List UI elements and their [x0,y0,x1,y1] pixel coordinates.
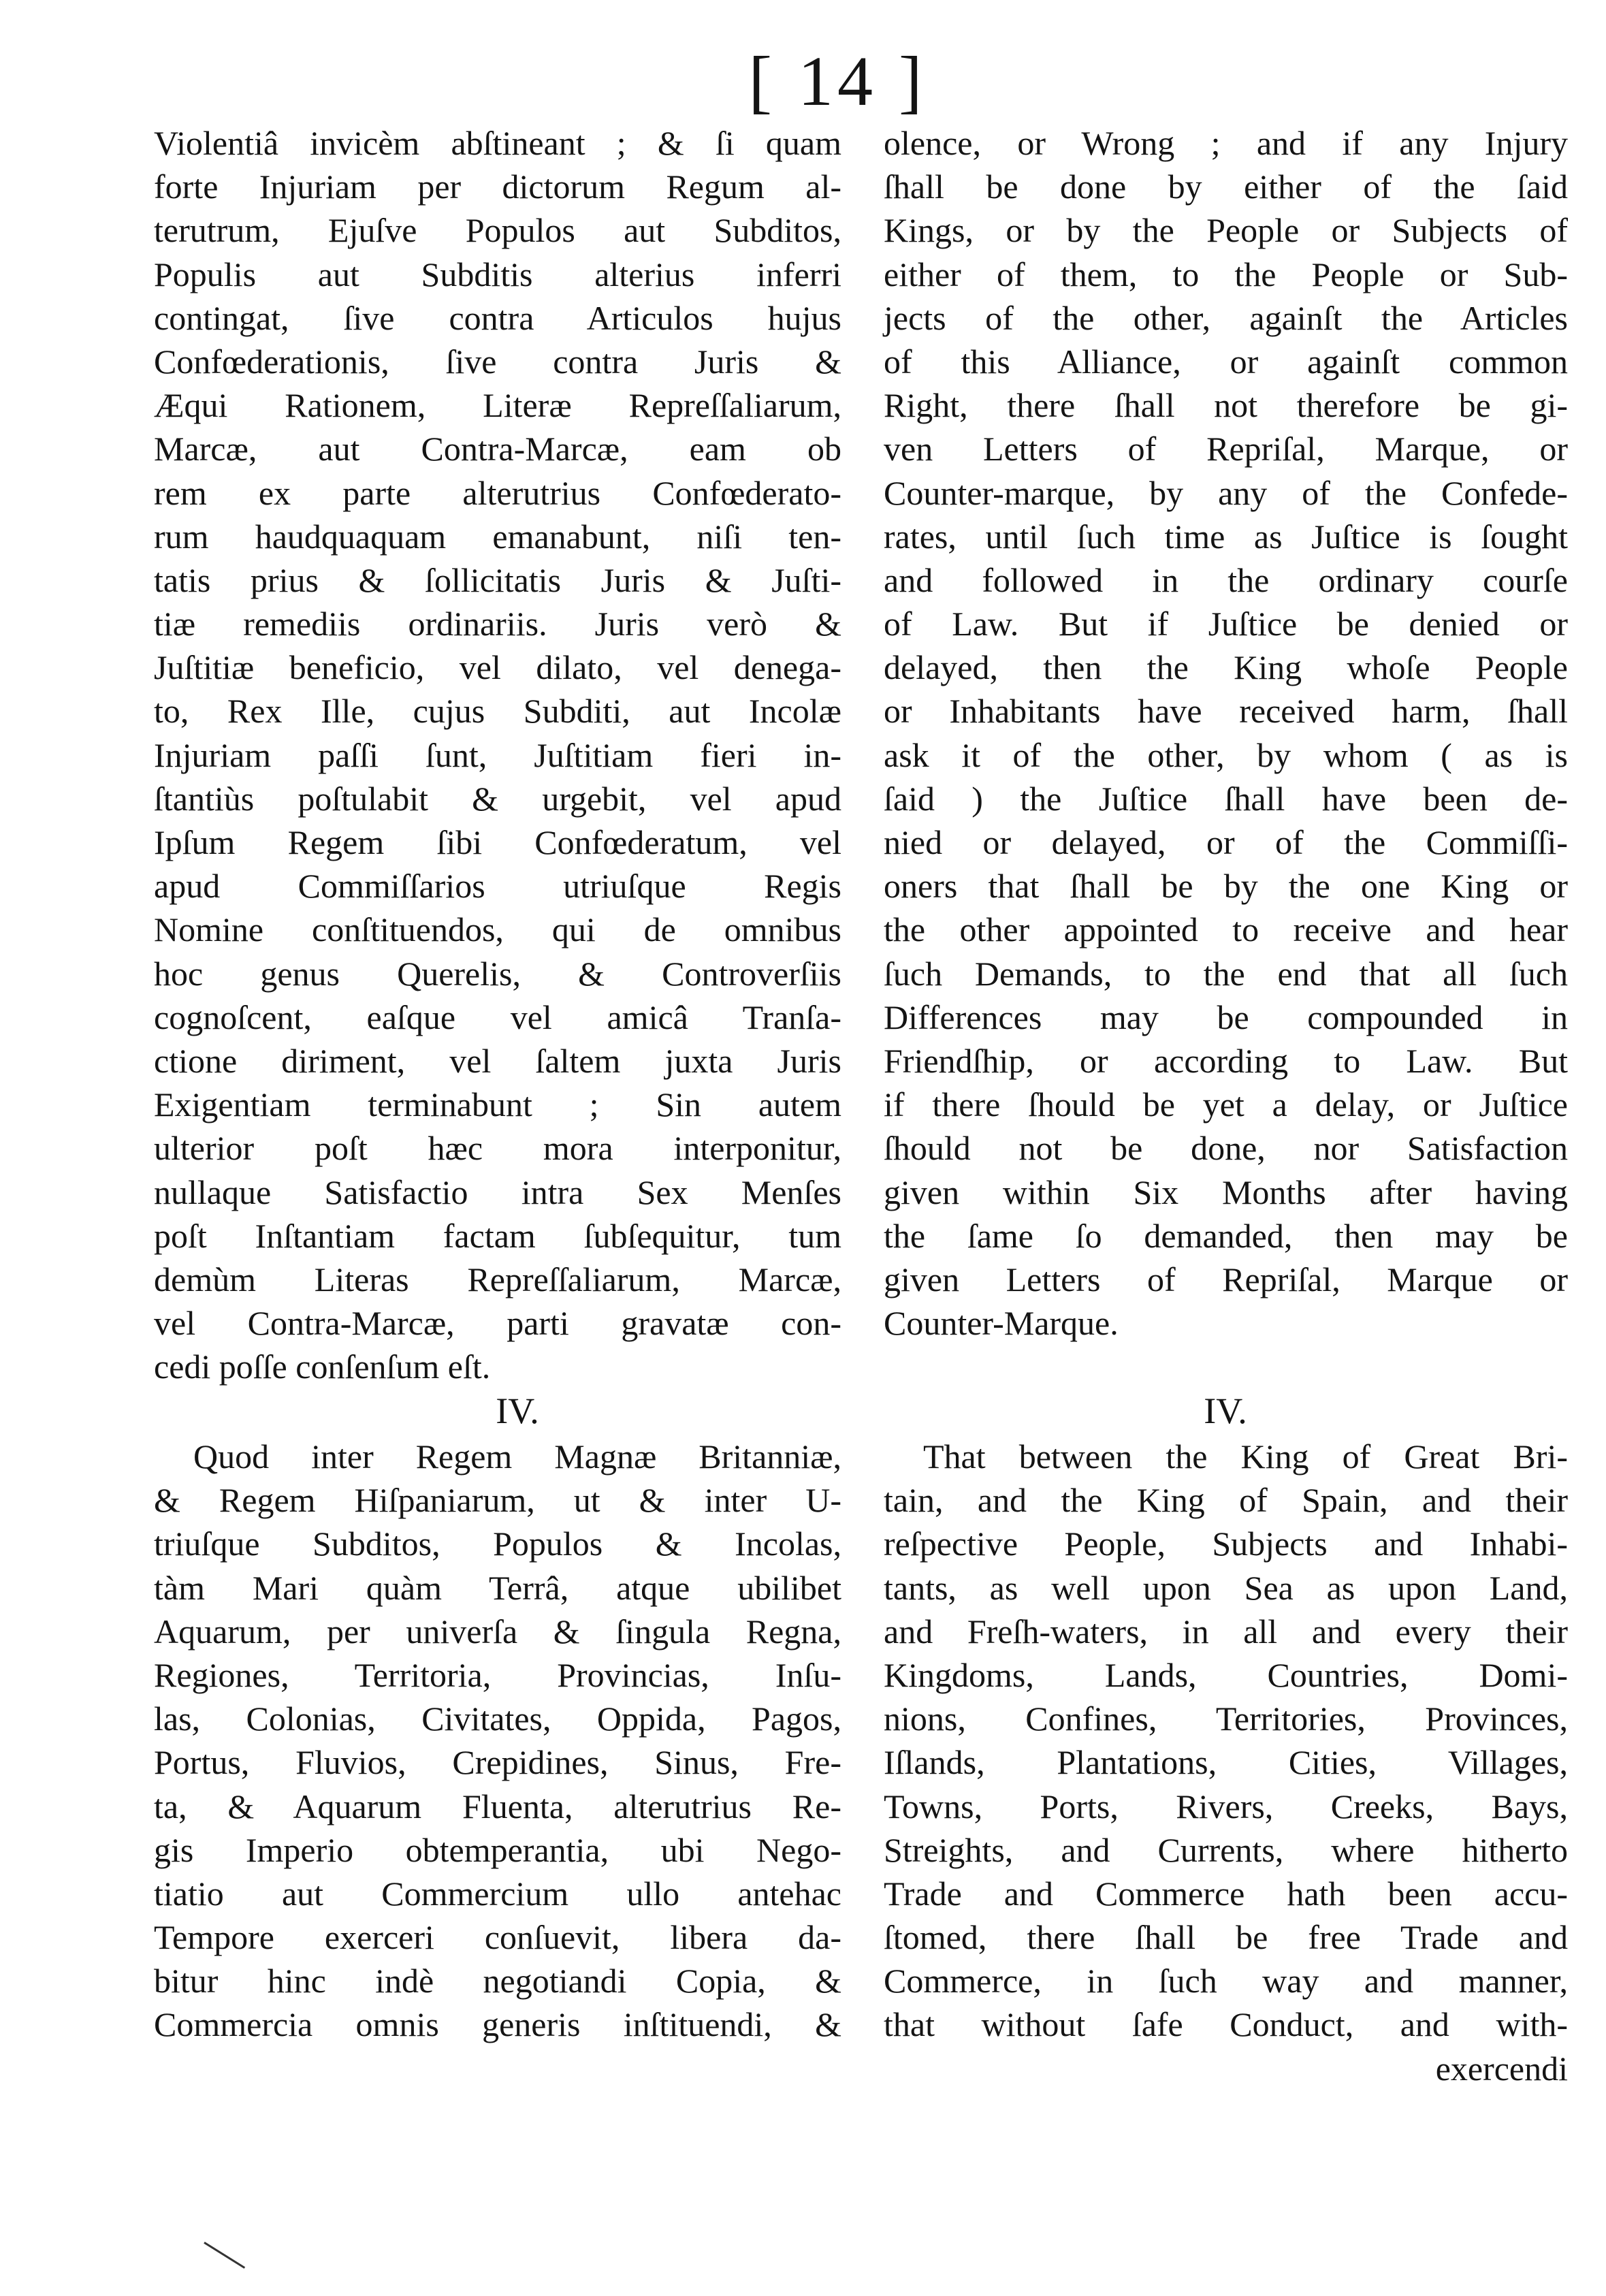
english-line: and followed in the ordinary courſe [884,560,1568,599]
english-line: ſuch Demands, to the end that all ſuch [884,954,1568,993]
english-line: Iſlands, Plantations, Cities, Villages, [884,1743,1568,1782]
english-line: reſpective People, Subjects and Inhabi- [884,1525,1568,1563]
english-column-top [884,121,1568,1345]
english-line: rates, until ſuch time as Juſtice is ſought [884,517,1568,556]
latin-line: Tempore exerceri conſuevit, libera da- [154,1918,841,1957]
english-line: and Freſh-waters, in all and every their [884,1612,1568,1651]
english-line: tain, and the King of Spain, and their [884,1481,1568,1520]
latin-line: Regiones, Territoria, Provincias, Inſu- [154,1655,841,1694]
english-line: nions, Confines, Territories, Provinces, [884,1700,1568,1738]
latin-line: poſt Inſtantiam factam ſubſequitur, tum [154,1216,841,1255]
english-line: Kings, or by the People or Subjects of [884,211,1568,250]
latin-line: ctione diriment, vel ſaltem juxta Juris [154,1041,841,1080]
latin-line: Nomine conſtituendos, qui de omnibus [154,910,841,949]
latin-line: cedi poſſe conſenſum eſt. [154,1348,491,1386]
english-line: Towns, Ports, Rivers, Creeks, Bays, [884,1787,1568,1825]
latin-line: Confœderationis, ſive contra Juris & [154,342,841,381]
latin-line: Quod inter Regem Magnæ Britanniæ, [193,1437,841,1476]
english-line: ask it of the other, by whom ( as is [884,735,1568,774]
latin-line: Commercia omnis generis inſtituendi, & [154,2005,841,2044]
latin-line: tatis prius & ſollicitatis Juris & Juſti- [154,560,841,599]
latin-line: triuſque Subditos, Populos & Incolas, [154,1525,841,1563]
latin-line: Portus, Fluvios, Crepidines, Sinus, Fre- [154,1743,841,1782]
english-line: Kingdoms, Lands, Countries, Domi- [884,1655,1568,1694]
english-line: ſaid ) the Juſtice ſhall have been de- [884,779,1568,818]
english-line: That between the King of Great Bri- [923,1437,1568,1476]
english-line: if there ſhould be yet a delay, or Juſtice [884,1085,1568,1124]
latin-line: terutrum, Ejuſve Populos aut Subditos, [154,211,841,250]
english-line: or Inhabitants have received harm, ſhall [884,692,1568,731]
latin-line: contingat, ſive contra Articulos hujus [154,298,841,337]
english-line: Trade and Commerce hath been accu- [884,1874,1568,1913]
latin-line: Juſtitiæ beneficio, vel dilato, vel denega- [154,648,841,687]
english-column-bottom [884,1435,1568,2090]
english-line: given within Six Months after having [884,1173,1568,1211]
latin-line: Injuriam paſſi ſunt, Juſtitiam fieri in- [154,735,841,774]
latin-line: tiatio aut Commercium ullo antehac [154,1874,841,1913]
english-line: jects of the other, againſt the Articles [884,298,1568,337]
english-line: that without ſafe Conduct, and with- [884,2005,1568,2044]
latin-line: Aquarum, per univerſa & ſingula Regna, [154,1612,841,1651]
latin-line: forte Injuriam per dictorum Regum al- [154,168,841,206]
latin-line: Exigentiam terminabunt ; Sin autem [154,1085,841,1124]
english-line: olence, or Wrong ; and if any Injury [884,124,1568,162]
english-line: the ſame ſo demanded, then may be [884,1216,1568,1255]
latin-line: tàm Mari quàm Terrâ, atque ubilibet [154,1568,841,1607]
english-line: the other appointed to receive and hear [884,910,1568,949]
latin-line: nullaque Satisfactio intra Sex Menſes [154,1173,841,1211]
english-line: tants, as well upon Sea as upon Land, [884,1568,1568,1607]
latin-line: Violentiâ invicèm abſtineant ; & ſi quam [154,124,841,162]
latin-line: & Regem Hiſpaniarum, ut & inter U- [154,1481,841,1520]
english-line: of this Alliance, or againſt common [884,342,1568,381]
latin-line: rem ex parte alterutrius Confœderato- [154,473,841,512]
english-line: Friendſhip, or according to Law. But [884,1041,1568,1080]
latin-line: rum haudquaquam emanabunt, niſi ten- [154,517,841,556]
latin-line: demùm Literas Repreſſaliarum, Marcæ, [154,1260,841,1298]
english-line: ſhall be done by either of the ſaid [884,168,1568,206]
latin-line: las, Colonias, Civitates, Oppida, Pagos, [154,1700,841,1738]
english-line: Counter-marque, by any of the Confede- [884,473,1568,512]
latin-line: Æqui Rationem, Literæ Repreſſaliarum, [154,386,841,425]
latin-line: gis Imperio obtemperantia, ubi Nego- [154,1830,841,1869]
latin-line: Ipſum Regem ſibi Confœderatum, vel [154,823,841,861]
english-line: Streights, and Currents, where hitherto [884,1830,1568,1869]
english-line: ven Letters of Repriſal, Marque, or [884,430,1568,468]
english-line: ſtomed, there ſhall be free Trade and [884,1918,1568,1957]
page-number: [ 14 ] [748,42,927,121]
english-line: oners that ſhall be by the one King or [884,867,1568,906]
catchword: exercendi [1435,2049,1568,2088]
latin-line: apud Commiſſarios utriuſque Regis [154,867,841,906]
latin-line: bitur hinc indè negotiandi Copia, & [154,1962,841,2000]
english-line: given Letters of Repriſal, Marque or [884,1260,1568,1298]
latin-line: vel Contra-Marcæ, parti gravatæ con- [154,1304,841,1343]
latin-column-top [154,121,841,1388]
english-line: delayed, then the King whoſe People [884,648,1568,687]
english-section-numeral: IV. [1204,1390,1247,1431]
english-line: Counter-Marque. [884,1304,1119,1343]
latin-line: to, Rex Ille, cujus Subditi, aut Incolæ [154,692,841,731]
english-line: of Law. But if Juſtice be denied or [884,605,1568,643]
ink-mark [204,2242,245,2269]
english-line: Right, there ſhall not therefore be gi- [884,386,1568,425]
english-line: Commerce, in ſuch way and manner, [884,1962,1568,2000]
english-line: either of them, to the People or Sub- [884,255,1568,293]
latin-line: cognoſcent, eaſque vel amicâ Tranſa- [154,998,841,1036]
latin-line: hoc genus Querelis, & Controverſiis [154,954,841,993]
english-line: Differences may be compounded in [884,998,1568,1036]
latin-column-bottom [154,1435,841,2047]
english-line: ſhould not be done, nor Satisfaction [884,1129,1568,1168]
english-line: nied or delayed, or of the Commiſſi- [884,823,1568,861]
latin-line: ta, & Aquarum Fluenta, alterutrius Re- [154,1787,841,1825]
latin-line: tiæ remediis ordinariis. Juris verò & [154,605,841,643]
latin-line: ulterior poſt hæc mora interponitur, [154,1129,841,1168]
latin-line: Populis aut Subditis alterius inferri [154,255,841,293]
latin-section-numeral: IV. [496,1390,539,1431]
latin-line: Marcæ, aut Contra-Marcæ, eam ob [154,430,841,468]
latin-line: ſtantiùs poſtulabit & urgebit, vel apud [154,779,841,818]
